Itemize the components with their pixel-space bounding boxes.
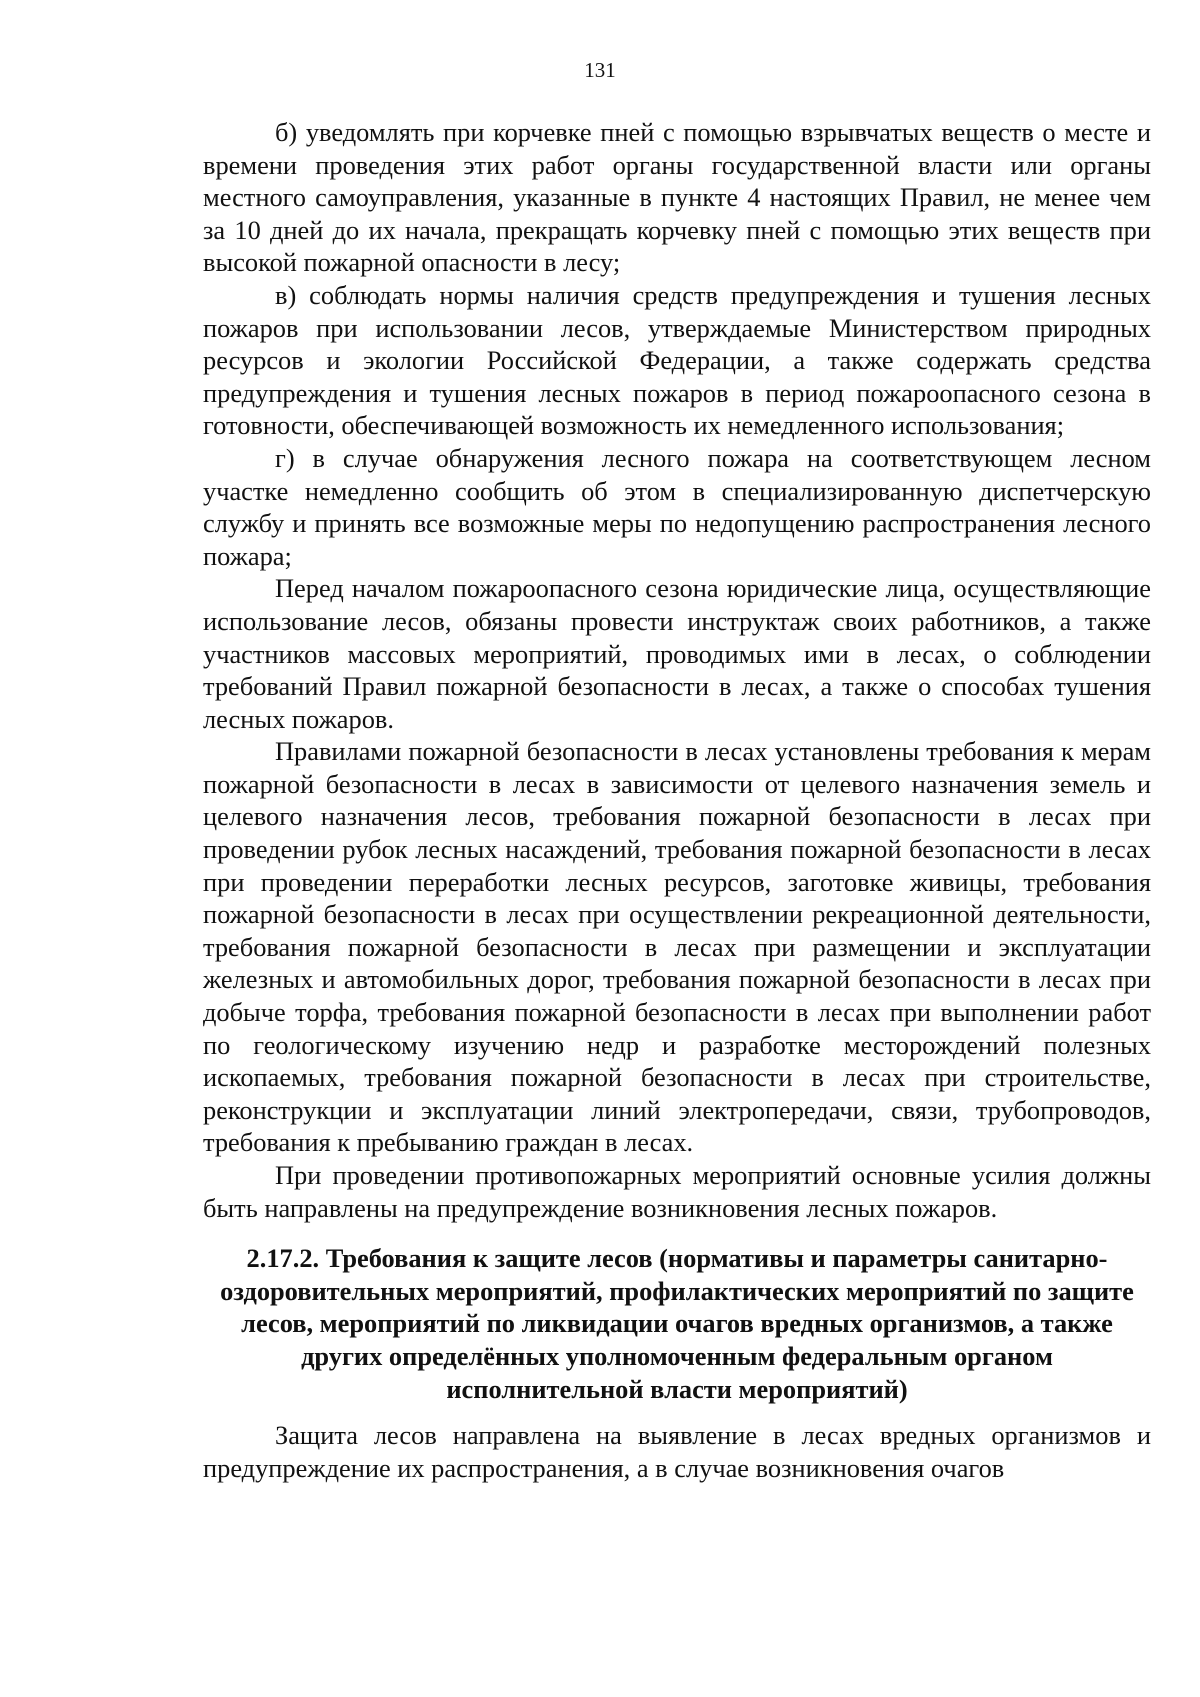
paragraph-item-b: б) уведомлять при корчевке пней с помощью взрывчатых веществ о месте и времени проведения этих работ органы государственной власти или органы местного самоуправления, указанные в пункте 4 настоящих Правил, не менее чем за 10 дней до их начала, прекращать корчевку пней с помощью этих веществ при высокой пожарной опасности в лесу;: [203, 117, 1151, 278]
page-number: 131: [584, 58, 616, 82]
paragraph-forest-protection: Защита лесов направлена на выявление в лесах вредных организмов и предупреждение их распространения, а в случае возникновения очагов: [203, 1420, 1151, 1483]
section-heading: 2.17.2. Требования к защите лесов (нормативы и параметры санитарно-оздоровительных мероприятий, профилактических мероприятий по защите лесов, мероприятий по ликвидации очагов вредных организмов, а также других определённых уполномоченным федеральным органом исполнительной власти мероприятий): [220, 1243, 1134, 1404]
paragraph-briefing: Перед началом пожароопасного сезона юридические лица, осуществляющие использование лесов, обязаны провести инструктаж своих работников, а также участников массовых мероприятий, проводимых ими в лесах, о соблюдении требований Правил пожарной безопасности в лесах, а также о способах тушения лесных пожаров.: [203, 573, 1151, 734]
document-body: [203, 116, 1151, 1484]
paragraph-item-v: в) соблюдать нормы наличия средств предупреждения и тушения лесных пожаров при использовании лесов, утверждаемые Министерством природных ресурсов и экологии Российской Федерации, а также содержать средства предупреждения и тушения лесных пожаров в период пожароопасного сезона в готовности, обеспечивающей возможность их немедленного использования;: [203, 279, 1151, 441]
paragraph-item-g: г) в случае обнаружения лесного пожара на соответствующем лесном участке немедленно сообщить об этом в специализированную диспетчерскую службу и принять все возможные меры по недопущению распространения лесного пожара;: [203, 442, 1151, 571]
paragraph-fire-safety-rules: Правилами пожарной безопасности в лесах установлены требования к мерам пожарной безопасности в лесах в зависимости от целевого назначения земель и целевого назначения лесов, требования пожарной безопасности в лесах при проведении рубок лесных насаждений, требования пожарной безопасности в лесах при проведении переработки лесных ресурсов, заготовке живицы, требования пожарной безопасности в лесах при осуществлении рекреационной деятельности, требования пожарной безопасности в лесах при размещении и эксплуатации железных и автомобильных дорог, требования пожарной безопасности в лесах при добыче торфа, требования пожарной безопасности в лесах при выполнении работ по геологическому изучению недр и разработке месторождений полезных ископаемых, требования пожарной безопасности в лесах при строительстве, реконструкции и эксплуатации линий электропередачи, связи, трубопроводов, требования к пребыванию граждан в лесах.: [203, 736, 1151, 1158]
paragraph-prevention-efforts: При проведении противопожарных мероприятий основные усилия должны быть направлены на предупреждение возникновения лесных пожаров.: [203, 1160, 1151, 1223]
